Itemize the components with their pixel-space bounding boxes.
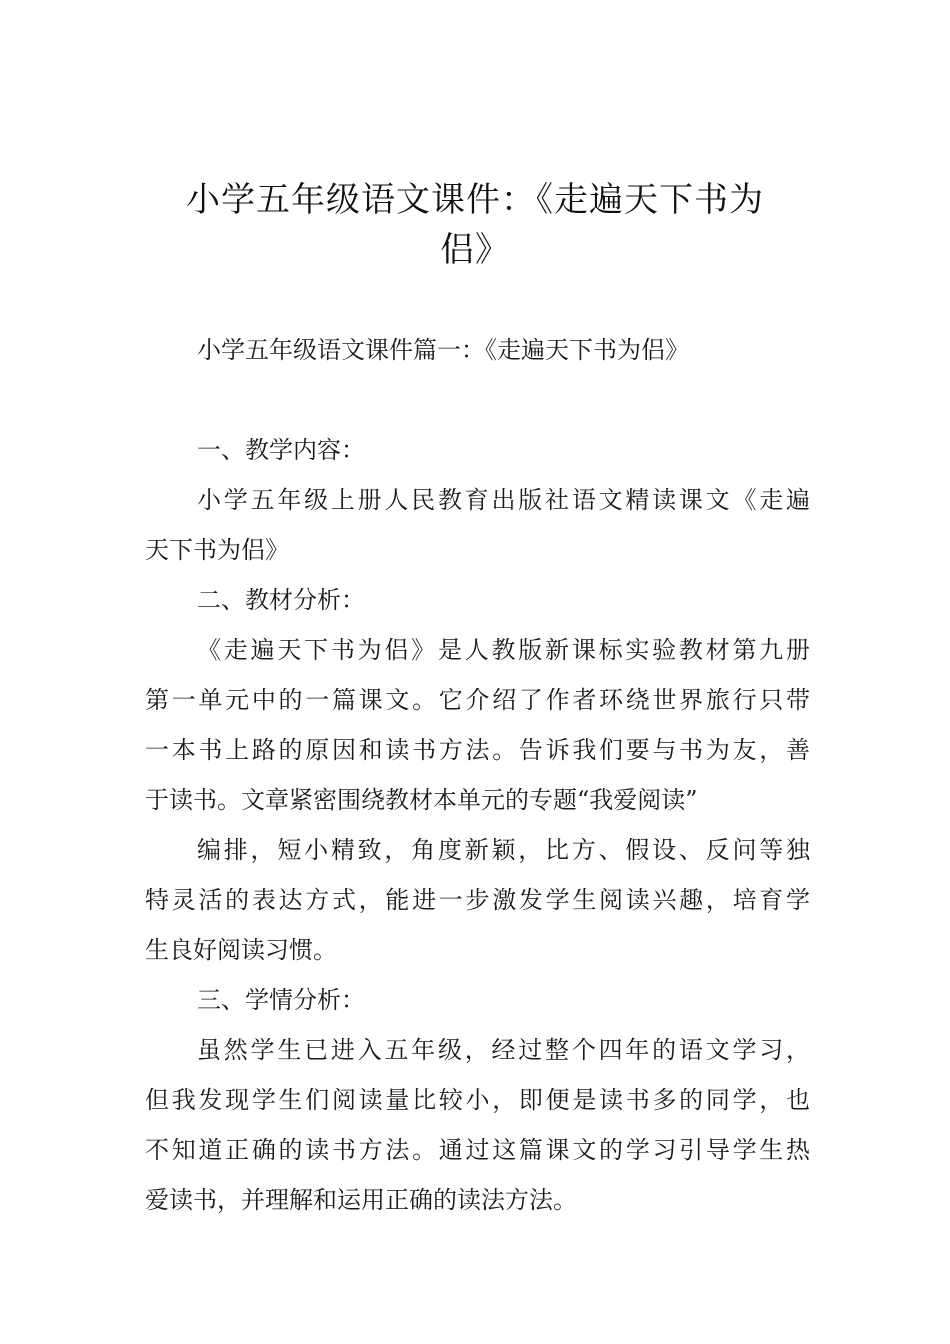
- paragraph-line: 生良好阅读习惯。: [145, 936, 337, 964]
- section-heading-1: 一、教学内容：: [197, 436, 365, 464]
- section-heading-3: 三、学情分析：: [197, 986, 365, 1014]
- paragraph-line: 天下书为侣》: [145, 536, 289, 564]
- paragraph-line: 编排，短小精致，角度新颖，比方、假设、反问等独: [197, 836, 810, 864]
- title-line-1: 小学五年级语文课件：《走遍天下书为: [186, 180, 764, 220]
- paragraph-line: 虽然学生已进入五年级，经过整个四年的语文学习，: [197, 1036, 810, 1064]
- paragraph-line: 第一单元中的一篇课文。它介绍了作者环绕世界旅行只带: [145, 686, 810, 714]
- paragraph-line: 小学五年级上册人民教育出版社语文精读课文《走遍: [197, 486, 810, 514]
- paragraph-line: 于读书。文章紧密围绕教材本单元的专题“我爱阅读”: [145, 786, 698, 814]
- title-line-2: 侣》: [440, 230, 510, 270]
- paragraph-line: 但我发现学生们阅读量比较小，即便是读书多的同学，也: [145, 1086, 810, 1114]
- paragraph-line: 不知道正确的读书方法。通过这篇课文的学习引导学生热: [145, 1136, 810, 1164]
- paragraph-line: 一本书上路的原因和读书方法。告诉我们要与书为友，善: [145, 736, 810, 764]
- subtitle: 小学五年级语文课件篇一：《走遍天下书为侣》: [197, 336, 689, 364]
- paragraph-line: 《走遍天下书为侣》是人教版新课标实验教材第九册: [197, 636, 810, 664]
- paragraph-line: 爱读书，并理解和运用正确的读法方法。: [145, 1186, 577, 1214]
- document-title: [150, 175, 800, 275]
- section-heading-2: 二、教材分析：: [197, 586, 365, 614]
- paragraph-line: 特灵活的表达方式，能进一步激发学生阅读兴趣，培育学: [145, 886, 810, 914]
